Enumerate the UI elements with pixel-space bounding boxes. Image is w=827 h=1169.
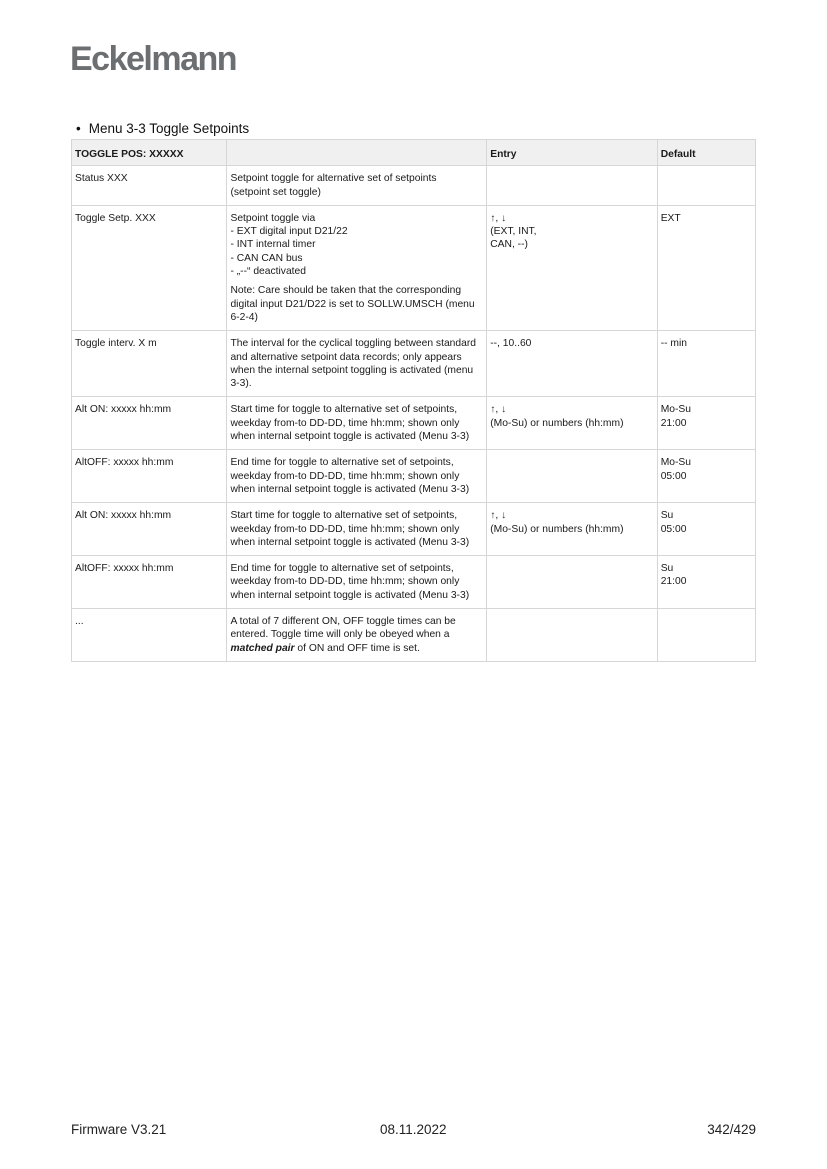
param-entry — [487, 205, 657, 330]
default-line: Su — [660, 563, 674, 575]
table-body — [72, 166, 756, 662]
default-line: Mo-Su — [660, 457, 692, 469]
param-name: Toggle Setp. XXX — [72, 205, 227, 330]
table-row — [72, 450, 756, 503]
default-line: -- min — [660, 338, 687, 350]
eckelmann-logo: Eckelmann — [70, 40, 237, 78]
param-description — [227, 331, 487, 397]
param-entry — [487, 609, 657, 662]
description-line: The interval for the cyclical toggling between standard and alternative setpoint data records; only appears when the internal setpoint toggling is activated (menu 3-3). — [230, 338, 476, 390]
default-line: 21:00 — [660, 417, 687, 429]
entry-line: CAN, --) — [490, 239, 528, 251]
description-line: Setpoint toggle for alternative set of setpoints — [230, 173, 437, 185]
param-default — [657, 503, 755, 556]
description-text: A total of 7 different ON, OFF toggle times can be entered. Toggle time will only be obeyed when a — [230, 616, 456, 641]
param-description — [227, 205, 487, 330]
param-name: Alt ON: xxxxx hh:mm — [72, 503, 227, 556]
param-name: Status XXX — [72, 166, 227, 206]
default-line: Su — [660, 510, 674, 522]
param-entry — [487, 556, 657, 609]
param-entry — [487, 397, 657, 450]
description-line: - EXT digital input D21/22 — [230, 226, 348, 238]
param-description — [227, 609, 487, 662]
table-row — [72, 397, 756, 450]
default-line: 05:00 — [660, 470, 687, 482]
default-line: 05:00 — [660, 523, 687, 535]
table-row — [72, 556, 756, 609]
param-description — [227, 166, 487, 206]
default-line: EXT — [660, 212, 681, 224]
entry-line: (Mo-Su) or numbers (hh:mm) — [490, 417, 624, 429]
table-row — [72, 609, 756, 662]
description-line: (setpoint set toggle) — [230, 186, 321, 198]
param-name: Toggle interv. X m — [72, 331, 227, 397]
param-description — [227, 397, 487, 450]
description-line: Setpoint toggle via — [230, 212, 316, 224]
description-note: Note: Care should be taken that the corresponding digital input D21/D22 is set to SOLLW.UMSCH (menu 6-2-4) — [230, 285, 475, 323]
param-name: AltOFF: xxxxx hh:mm — [72, 556, 227, 609]
param-default — [657, 166, 755, 206]
param-entry — [487, 166, 657, 206]
param-entry — [487, 450, 657, 503]
table-row — [72, 331, 756, 397]
footer-date: 08.11.2022 — [380, 1122, 447, 1137]
entry-line: ↑, ↓ — [490, 212, 507, 224]
description-line: End time for toggle to alternative set of setpoints, weekday from-to DD-DD, time hh:mm; shown only when internal setpoint toggle is activated (Menu 3-3) — [230, 563, 470, 601]
param-default — [657, 331, 755, 397]
description-emphasis: matched pair — [230, 642, 295, 654]
description-line: Start time for toggle to alternative set of setpoints, weekday from-to DD-DD, time hh:mm; shown only when internal setpoint toggle is activated (Menu 3-3) — [230, 404, 470, 443]
table-row — [72, 205, 756, 330]
entry-line: (EXT, INT, — [490, 226, 537, 238]
param-entry — [487, 503, 657, 556]
section-heading — [76, 121, 249, 136]
description-text: of ON and OFF time is set. — [297, 642, 420, 654]
param-default — [657, 450, 755, 503]
default-line: 21:00 — [660, 576, 687, 588]
param-entry — [487, 331, 657, 397]
param-description — [227, 503, 487, 556]
section-title: Menu 3-3 Toggle Setpoints — [88, 121, 250, 136]
default-line: Mo-Su — [660, 404, 692, 416]
header-default: Default — [657, 140, 755, 166]
param-default — [657, 397, 755, 450]
param-default — [657, 609, 755, 662]
table-header-row — [72, 140, 756, 166]
param-name: ... — [72, 609, 227, 662]
header-description — [227, 140, 487, 166]
param-name: Alt ON: xxxxx hh:mm — [72, 397, 227, 450]
description-line: - „--“ deactivated — [230, 266, 306, 278]
footer-page-number: 342/429 — [707, 1122, 756, 1137]
description-line: End time for toggle to alternative set of setpoints, weekday from-to DD-DD, time hh:mm; shown only when internal setpoint toggle is activated (Menu 3-3) — [230, 457, 470, 495]
param-default — [657, 556, 755, 609]
param-description — [227, 450, 487, 503]
header-parameter: TOGGLE POS: XXXXX — [72, 140, 227, 166]
entry-line: ↑, ↓ — [490, 404, 507, 416]
entry-line: (Mo-Su) or numbers (hh:mm) — [490, 523, 624, 535]
entry-line: --, 10..60 — [490, 338, 532, 350]
param-default — [657, 205, 755, 330]
toggle-setpoints-table — [71, 139, 756, 662]
description-line: - CAN CAN bus — [230, 252, 303, 264]
param-name: AltOFF: xxxxx hh:mm — [72, 450, 227, 503]
table-row — [72, 166, 756, 206]
description-line: - INT internal timer — [230, 239, 316, 251]
description-line: Start time for toggle to alternative set of setpoints, weekday from-to DD-DD, time hh:mm; shown only when internal setpoint toggle is activated (Menu 3-3) — [230, 510, 470, 548]
entry-line: ↑, ↓ — [490, 510, 507, 522]
header-entry: Entry — [487, 140, 657, 166]
footer-firmware: Firmware V3.21 — [71, 1122, 167, 1137]
bullet: • — [76, 121, 81, 136]
table-row — [72, 503, 756, 556]
param-description — [227, 556, 487, 609]
